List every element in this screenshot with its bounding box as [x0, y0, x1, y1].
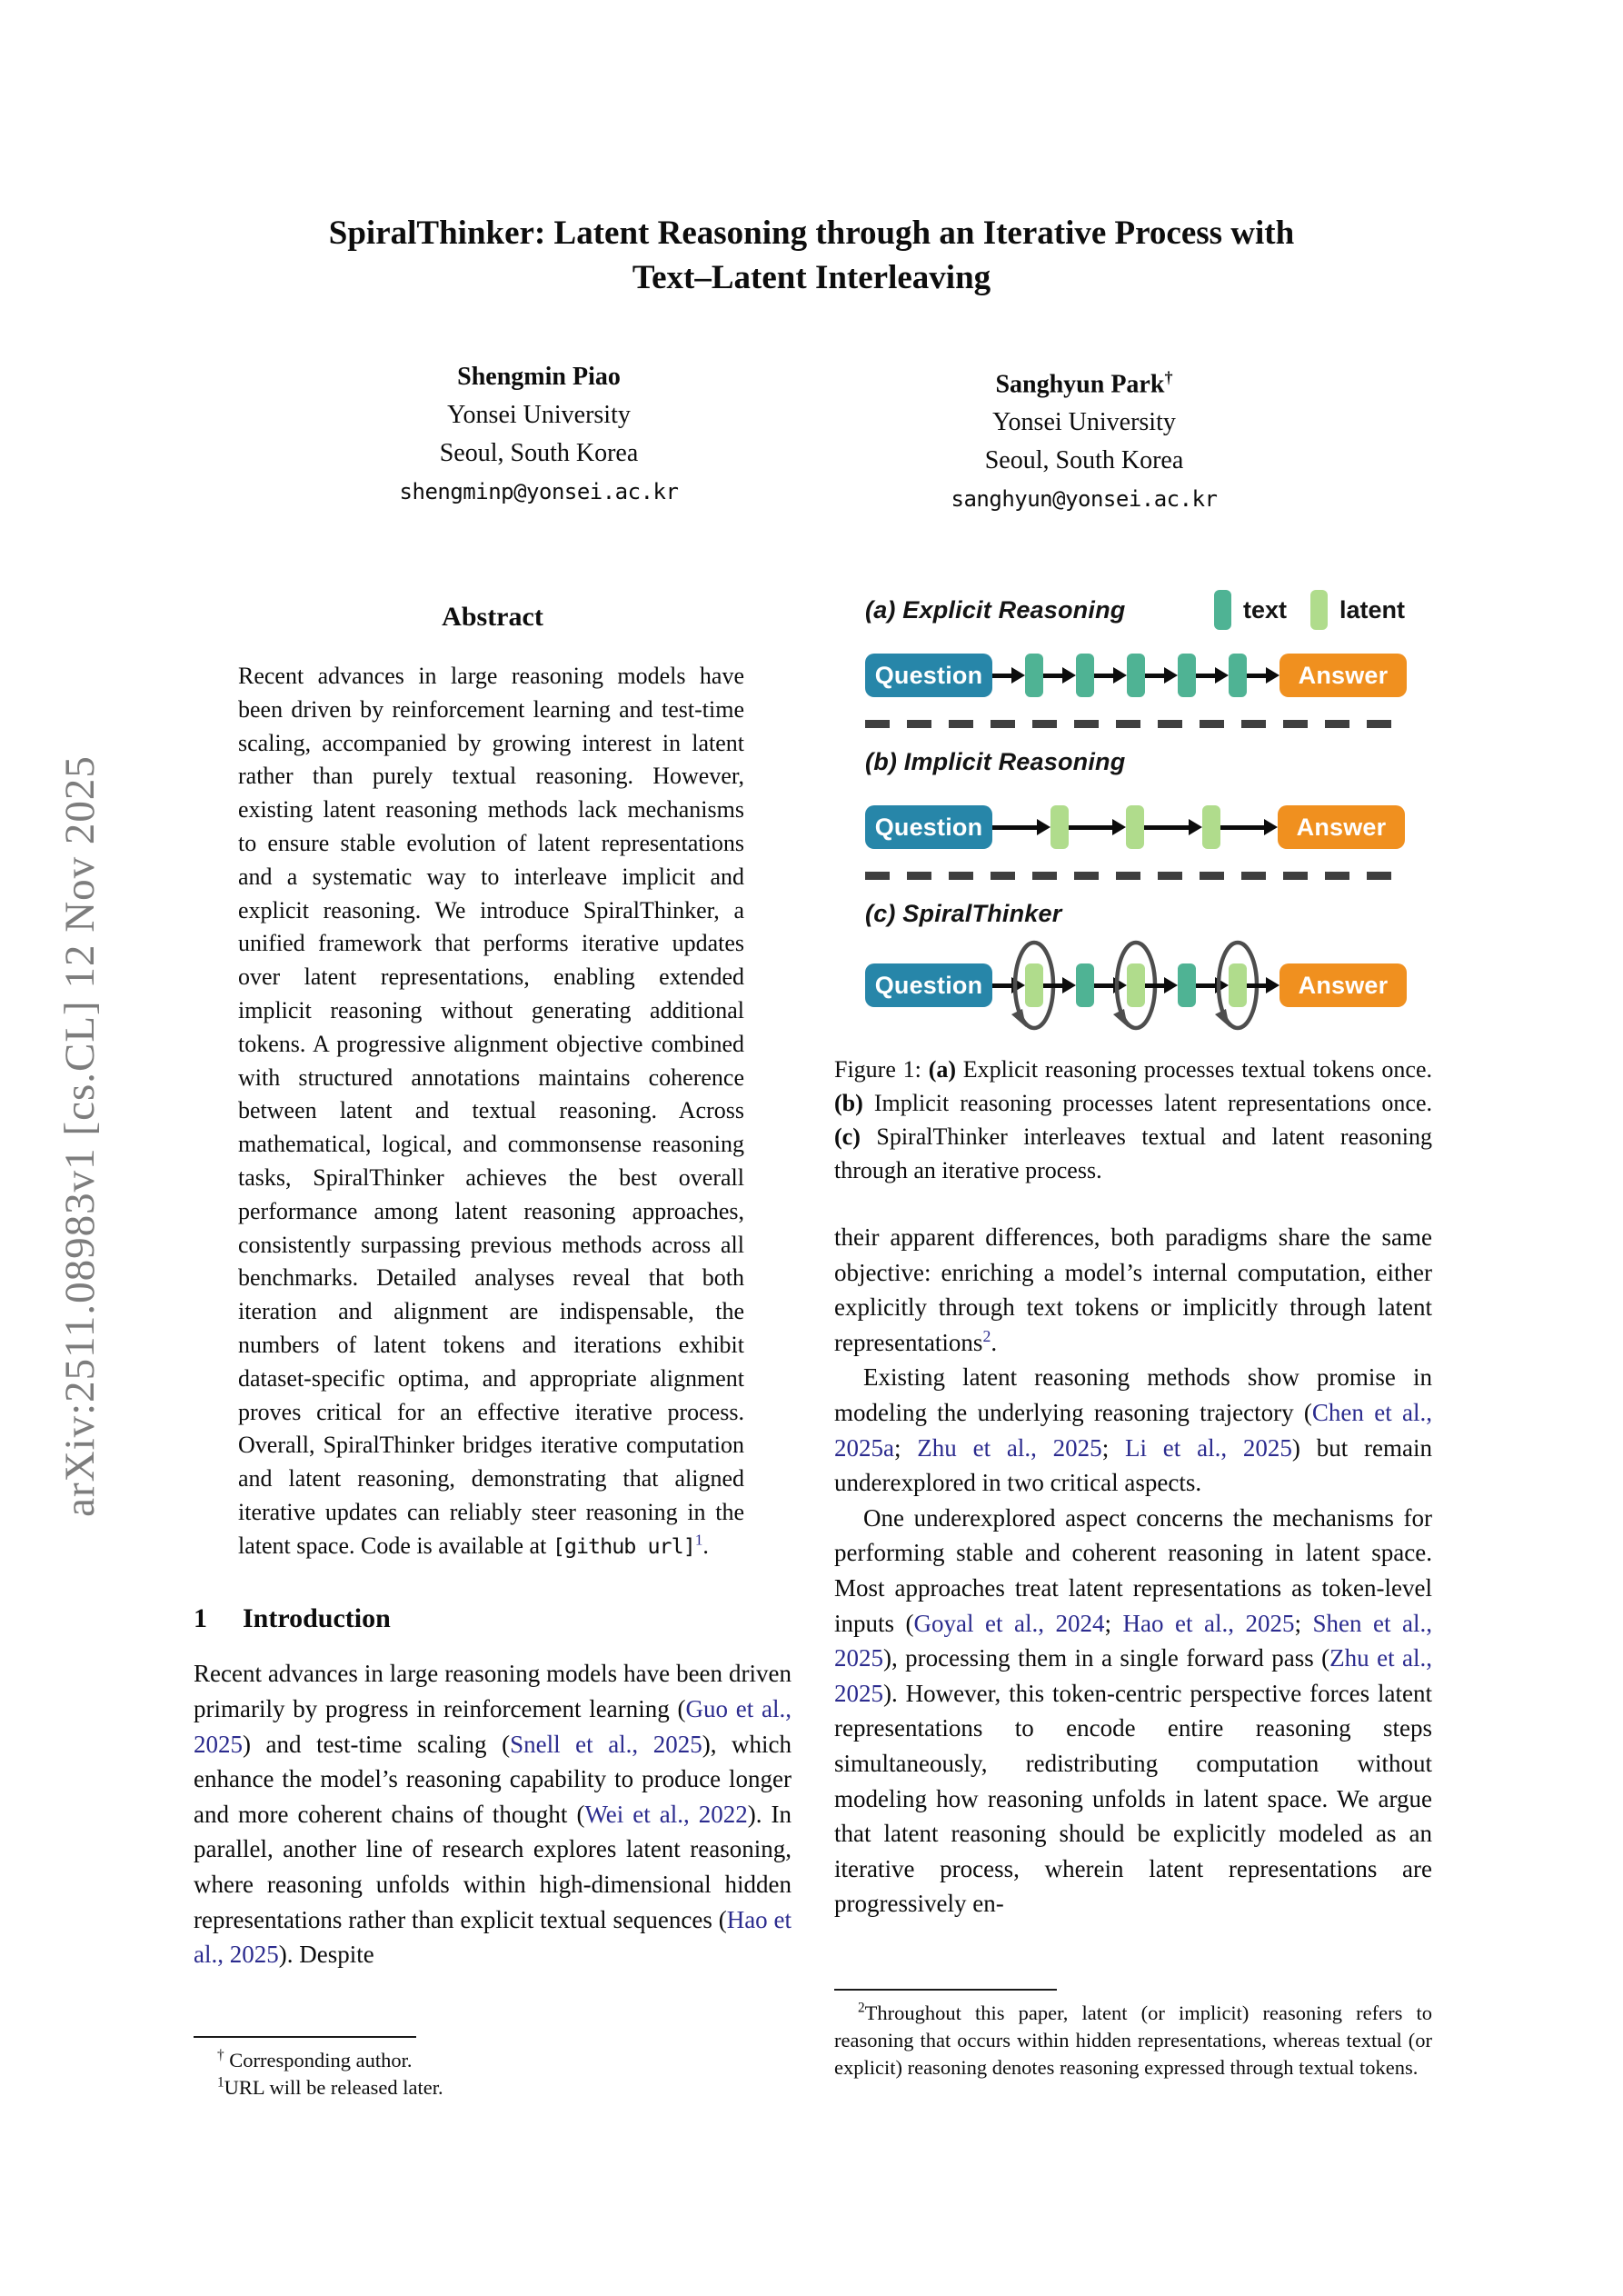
author-name: Shengmin Piao	[457, 363, 621, 391]
latent-token-iterated	[1025, 963, 1043, 1007]
latent-token	[1127, 963, 1145, 1007]
left-column	[194, 602, 792, 2238]
text-token	[1127, 654, 1145, 697]
flow-arrow	[1196, 983, 1216, 988]
flow-arrow	[1094, 674, 1114, 678]
footnote-rule	[194, 2036, 416, 2038]
latent-token	[1126, 805, 1144, 849]
latent-token	[1025, 963, 1043, 1007]
author-affiliation: Yonsei University	[992, 408, 1176, 437]
legend-latent-label: latent	[1339, 595, 1405, 624]
text-token	[1076, 654, 1094, 697]
abstract-heading: Abstract	[442, 602, 543, 632]
panel-a-label: (a) Explicit Reasoning	[865, 595, 1126, 624]
panel-divider	[865, 720, 1405, 728]
section-number: 1	[194, 1602, 207, 1633]
right-paragraph-1: their apparent differences, both paradigms share the same objective: enriching a model’s internal computation, either explicitly through text tokens or implicitly through latent representations$^2$.	[834, 1223, 1432, 1356]
footnote-text: Throughout this paper, latent (or implicit) reasoning refers to reasoning that occurs within hidden representations, whereas textual (or explicit) reasoning denotes reasoning expressed through textual tokens.	[834, 2002, 1432, 2079]
citation-link[interactable]: Guo et al., 2025	[194, 1695, 792, 1758]
panel-c-label: (c) SpiralThinker	[865, 899, 1062, 927]
paper-title-line2: Text–Latent Interleaving	[632, 259, 991, 296]
question-box: Question	[865, 805, 992, 849]
figure-1	[834, 589, 1432, 1187]
citation-link[interactable]: Hao et al., 2025	[194, 1905, 792, 1969]
footnote-corresponding	[194, 2047, 792, 2074]
text-token-swatch	[1214, 590, 1231, 630]
figure-1-caption: Figure 1: (a) Explicit reasoning processes textual tokens once. (b) Implicit reasoning processes latent representations once. (c) SpiralThinker interleaves textual and latent reasoning through an iterative process.	[834, 1056, 1432, 1183]
citation-link[interactable]: Li et al., 2025	[1125, 1433, 1292, 1462]
answer-box: Answer	[1279, 963, 1407, 1007]
latent-token	[1229, 963, 1247, 1007]
citation-link[interactable]: Goyal et al., 2024	[913, 1609, 1105, 1637]
flow-arrow	[1043, 674, 1063, 678]
section-title: Introduction	[243, 1602, 391, 1633]
citation-link[interactable]: Wei et al., 2022	[584, 1800, 748, 1828]
flow-arrow	[1043, 983, 1063, 988]
arxiv-watermark: arXiv:2511.08983v1 [cs.CL] 12 Nov 2025	[56, 755, 104, 1517]
footnote-text: Corresponding author.	[224, 2049, 413, 2071]
flow-arrow	[992, 825, 1038, 830]
panel-b-label: (b) Implicit Reasoning	[865, 747, 1126, 775]
right-footnotes	[834, 1989, 1432, 2081]
citation-link[interactable]: Chen et al., 2025a	[834, 1398, 1432, 1462]
footnote-rule	[834, 1989, 1057, 1991]
citation-link[interactable]: Zhu et al., 2025	[834, 1644, 1432, 1707]
footnote-marker: 1	[217, 2074, 224, 2091]
footnote-marker[interactable]: 1	[694, 1531, 703, 1549]
flow-arrow	[992, 674, 1012, 678]
text-token	[1076, 963, 1094, 1007]
legend-text-label: text	[1242, 595, 1287, 624]
author-affiliation: Yonsei University	[447, 401, 631, 429]
author-location: Seoul, South Korea	[984, 446, 1184, 475]
left-footnotes	[194, 2036, 792, 2101]
author-block	[266, 358, 1357, 518]
flow-arrow	[1247, 674, 1267, 678]
latent-token	[1202, 805, 1220, 849]
panel-a-flow	[865, 640, 1405, 711]
flow-arrow	[1196, 674, 1216, 678]
latent-token-iterated	[1127, 963, 1145, 1007]
right-column	[834, 589, 1432, 2238]
corresponding-author-dagger: †	[1164, 368, 1173, 386]
footnote-marker[interactable]: 2	[982, 1326, 991, 1345]
footnote-text: URL will be released later.	[224, 2076, 443, 2099]
figure-legend	[1214, 590, 1405, 630]
figure-1-diagram	[834, 589, 1432, 1027]
author-email[interactable]: sanghyun@yonsei.ac.kr	[951, 486, 1218, 513]
citation-link[interactable]: Shen et al., 2025	[834, 1609, 1432, 1672]
panel-b-flow	[865, 792, 1405, 863]
answer-box: Answer	[1278, 805, 1405, 849]
question-box: Question	[865, 963, 992, 1007]
panel-divider	[865, 872, 1405, 880]
citation-link[interactable]: Snell et al., 2025	[510, 1730, 702, 1758]
flow-arrow	[1247, 983, 1267, 988]
answer-box: Answer	[1279, 654, 1407, 697]
latent-token-iterated	[1229, 963, 1247, 1007]
author-email[interactable]: shengminp@yonsei.ac.kr	[399, 479, 679, 504]
abstract-text: Recent advances in large reasoning models have been driven by reinforcement learning and test-time scaling, accompanied by growing interest in latent rather than purely textual reasoning. However, existing latent reasoning methods lack mechanisms to ensure stable evolution of latent representations and a systematic way to interleave implicit and explicit reasoning. We introduce SpiralThinker, a unified framework that performs iterative updates over latent representations, enabling extended implicit reasoning without generating additional tokens. A progressive alignment objective combined with structured annotations maintains coherence between latent and textual reasoning. Across mathematical, logical, and commonsense reasoning tasks, SpiralThinker achieves the best overall performance among latent reasoning approaches, consistently surpassing previous methods across all benchmarks. Detailed analyses reveal that both iteration and alignment are indispensable, the numbers of latent tokens and iterations exhibit dataset-specific optima, and appropriate alignment proves critical for an effective iterative process. Overall, SpiralThinker bridges iterative computation and latent reasoning, demonstrating that aligned iterative updates can reliably steer reasoning in the latent space. Code is available at [github url]$^1$.	[238, 663, 744, 1559]
text-token	[1025, 654, 1043, 697]
flow-arrow	[1145, 674, 1165, 678]
intro-paragraph-1: Recent advances in large reasoning models have been driven primarily by progress in reinforcement learning (Guo et al., 2025) and test-time scaling (Snell et al., 2025), which enhance the model’s reasoning capability to produce longer and more coherent chains of thought (Wei et al., 2022). In parallel, another line of research explores latent reasoning, where reasoning unfolds within high-dimensional hidden representations rather than explicit textual sequences (Hao et al., 2025). Despite	[194, 1660, 792, 1969]
paper-title	[0, 211, 1623, 300]
flow-arrow	[1094, 983, 1114, 988]
paper-title-line1: SpiralThinker: Latent Reasoning through an Iterative Process with	[328, 215, 1295, 252]
right-paragraph-2: Existing latent reasoning methods show promise in modeling the underlying reasoning trajectory (Chen et al., 2025a; Zhu et al., 2025; Li et al., 2025) but remain underexplored in two critical aspects.	[834, 1363, 1432, 1497]
panel-c-flow	[865, 943, 1405, 1027]
author-location: Seoul, South Korea	[439, 439, 639, 467]
latent-token	[1050, 805, 1069, 849]
flow-arrow	[1220, 825, 1266, 830]
footnote-marker: 2	[858, 2000, 865, 2016]
citation-link[interactable]: Zhu et al., 2025	[917, 1433, 1102, 1462]
flow-arrow	[1145, 983, 1165, 988]
footnote-terminology	[834, 2000, 1432, 2081]
text-token	[1229, 654, 1247, 697]
text-token	[1178, 963, 1196, 1007]
footnote-marker: †	[217, 2047, 224, 2063]
latent-token-swatch	[1310, 590, 1328, 630]
citation-link[interactable]: Hao et al., 2025	[1122, 1609, 1295, 1637]
question-box: Question	[865, 654, 992, 697]
section-heading-introduction	[194, 1603, 792, 1634]
text-token	[1178, 654, 1196, 697]
footnote-url	[194, 2074, 792, 2101]
flow-arrow	[1144, 825, 1190, 830]
flow-arrow	[1069, 825, 1114, 830]
author-name: Sanghyun Park	[995, 370, 1165, 399]
author-card-2	[812, 358, 1357, 518]
right-paragraph-3: One underexplored aspect concerns the mechanisms for performing stable and coherent reasoning in latent space. Most approaches treat latent representations as token-level inputs (Goyal et al., 2024; Hao et al., 2025; Shen et al., 2025), processing them in a single forward pass (Zhu et al., 2025). However, this token-centric perspective forces latent representations to encode entire reasoning steps simultaneously, redistributing computation without modeling how reasoning unfolds in latent space. We argue that latent reasoning should be explicitly modeled as an iterative process, wherein latent representations are progressively en-	[834, 1503, 1432, 1918]
flow-arrow	[992, 983, 1012, 988]
author-card-1	[266, 358, 812, 518]
